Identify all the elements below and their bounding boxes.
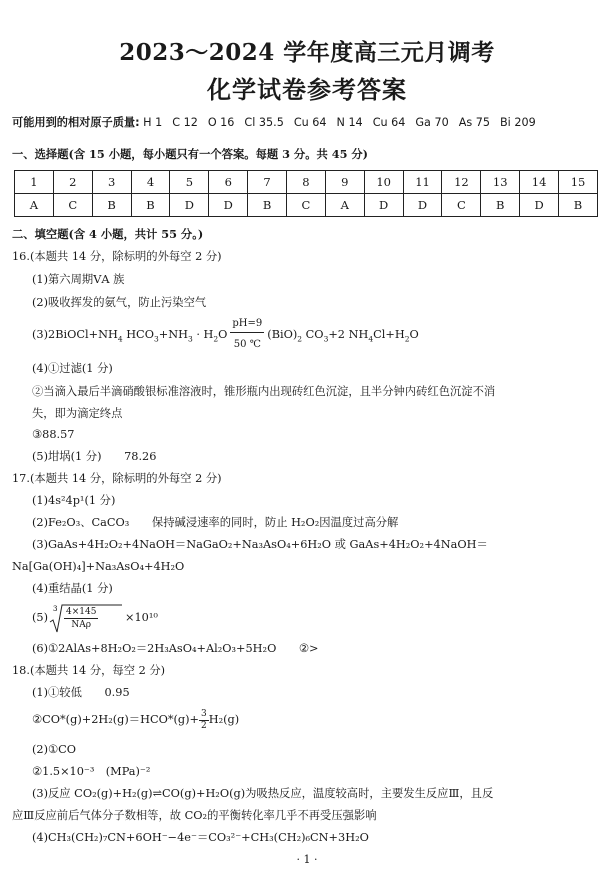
answer-cell: B	[131, 194, 170, 217]
answer-cell: D	[364, 194, 403, 217]
atomic-mass-item: O 16	[207, 116, 235, 129]
q18-answer-4: (4)CH₃(CH₂)₇CN+6OH⁻−4e⁻＝CO₃²⁻+CH₃(CH₂)₆CN+3H₂O	[32, 831, 369, 844]
question-number-cell: 7	[248, 171, 287, 194]
atomic-mass-item: H 1	[143, 116, 163, 129]
q18-answer-1: (1)①较低 0.95	[32, 686, 130, 699]
answer-cell: D	[209, 194, 248, 217]
q18-answer-2: (2)①CO	[32, 743, 77, 756]
answer-table-answer-row	[15, 194, 598, 217]
answer-cell: B	[481, 194, 520, 217]
answer-cell: D	[520, 194, 559, 217]
section1-heading: 一、选择题(含 15 小题，每小题只有一个答案。每题 3 分。共 45 分)	[12, 147, 369, 161]
answer-table	[14, 170, 598, 217]
answer-cell: B	[559, 194, 598, 217]
q17-answer-5: (5) 3 4×145 NAρ ×10¹⁰	[32, 601, 158, 635]
answer-cell: B	[248, 194, 287, 217]
q16-eq-reactants: $(3)2BiOCl+NH_4$ $HCO_3+NH_3 \cdot H_2O$	[32, 327, 228, 343]
question-number-cell: 15	[559, 171, 598, 194]
root-fraction: 4×145 NAρ	[66, 607, 97, 630]
question-number-cell: 2	[53, 171, 92, 194]
q16-answer-5: (5)坩埚(1 分) 78.26	[32, 450, 157, 463]
question-number-cell: 12	[442, 171, 481, 194]
atomic-mass-item: Bi 209	[500, 116, 536, 129]
question-number-cell: 11	[403, 171, 442, 194]
page-number: · 1 ·	[296, 853, 318, 866]
answer-cell: C	[287, 194, 326, 217]
question-number-cell: 3	[92, 171, 131, 194]
section2-heading: 二、填空题(含 4 小题，共计 55 分。)	[12, 227, 204, 241]
q17-answer-4: (4)重结晶(1 分)	[32, 582, 113, 595]
q17-answer-3a: (3)GaAs+4H₂O₂+4NaOH＝NaGaO₂+Na₃AsO₄+6H₂O 或 GaAs+4H₂O₂+4NaOH＝	[32, 538, 488, 551]
question-number-cell: 9	[325, 171, 364, 194]
atomic-mass-item: N 14	[336, 116, 363, 129]
q17-heading: 17.(本题共 14 分，除标明的外每空 2 分)	[12, 472, 222, 485]
q18-heading: 18.(本题共 14 分，每空 2 分)	[12, 664, 166, 677]
q16-eq-products: $(BiO)_2$ $CO_3+2$ $NH_4Cl+H_2O$	[267, 327, 419, 343]
question-number-cell: 10	[364, 171, 403, 194]
q17-answer-3b: Na[Ga(OH)₄]+Na₃AsO₄+4H₂O	[12, 560, 185, 573]
q16-answer-4-2a: ②当滴入最后半滴硝酸银标准溶液时，锥形瓶内出现砖红色沉淀，且半分钟内砖红色沉淀不消	[32, 385, 496, 398]
q18-answer-1-2: ②CO*(g)+2H₂(g)＝HCO*(g)+ $\frac{3}{2}$ H₂(g)	[32, 708, 240, 731]
q17-answer-1: (1)4s²4p¹(1 分)	[32, 494, 116, 507]
answer-cell: A	[15, 194, 54, 217]
q18-answer-3b: 应Ⅲ反应前后气体分子数相等，故 CO₂的平衡转化率几乎不再受压强影响	[12, 809, 377, 822]
atomic-masses-label: 可能用到的相对原子质量:	[12, 116, 140, 129]
q17-answer-2: (2)Fe₂O₃、CaCO₃ 保持碱浸速率的同时，防止 H₂O₂因温度过高分解	[32, 516, 399, 529]
question-number-cell: 8	[287, 171, 326, 194]
svg-text:3: 3	[53, 605, 58, 613]
atomic-mass-item: Cu 64	[293, 116, 327, 129]
q16-answer-2: (2)吸收挥发的氨气，防止污染空气	[32, 296, 207, 309]
answer-cell: D	[403, 194, 442, 217]
q16-answer-4-2b: 失，即为滴定终点	[32, 407, 123, 420]
atomic-mass-item: Cl 35.5	[244, 116, 284, 129]
question-number-cell: 6	[209, 171, 248, 194]
question-number-cell: 14	[520, 171, 559, 194]
q16-answer-4: (4)①过滤(1 分)	[32, 362, 113, 375]
q18-answer-3a: (3)反应 CO₂(g)+H₂(g)⇌CO(g)+H₂O(g)为吸热反应，温度较高时，主要发生反应Ⅲ，且反	[32, 787, 494, 800]
q17-answer-6: (6)①2AlAs+8H₂O₂＝2H₃AsO₄+Al₂O₃+5H₂O ②>	[32, 642, 319, 655]
answer-cell: C	[53, 194, 92, 217]
q16-heading: 16.(本题共 14 分，除标明的外每空 2 分)	[12, 250, 222, 263]
q18-answer-2-2: ②1.5×10⁻³ (MPa)⁻²	[32, 765, 151, 778]
q16-answer-3	[32, 316, 419, 353]
exam-subtitle: 化学试卷参考答案	[207, 75, 407, 104]
q16-answer-1: (1)第六周期ⅤA 族	[32, 273, 125, 286]
question-number-cell: 13	[481, 171, 520, 194]
answer-table-number-row	[15, 171, 598, 194]
exam-title: 2023～2024 学年度高三元月调考	[119, 39, 495, 66]
question-number-cell: 4	[131, 171, 170, 194]
three-halves-fraction: $\frac{3}{2}$	[201, 708, 207, 731]
cube-root-expression	[48, 602, 122, 634]
question-number-cell: 5	[170, 171, 209, 194]
answer-cell: D	[170, 194, 209, 217]
atomic-masses	[12, 116, 546, 130]
question-number-cell: 1	[15, 171, 54, 194]
reaction-condition-arrow: $\frac{pH=9}{50 ℃}$	[232, 318, 263, 350]
answer-cell: C	[442, 194, 481, 217]
answer-cell: A	[325, 194, 364, 217]
atomic-mass-item: C 12	[172, 116, 198, 129]
atomic-mass-item: As 75	[458, 116, 490, 129]
atomic-mass-item: Ga 70	[415, 116, 449, 129]
atomic-masses-values	[143, 116, 546, 129]
atomic-mass-item: Cu 64	[372, 116, 406, 129]
q16-answer-4-3: ③88.57	[32, 428, 75, 441]
answer-cell: B	[92, 194, 131, 217]
